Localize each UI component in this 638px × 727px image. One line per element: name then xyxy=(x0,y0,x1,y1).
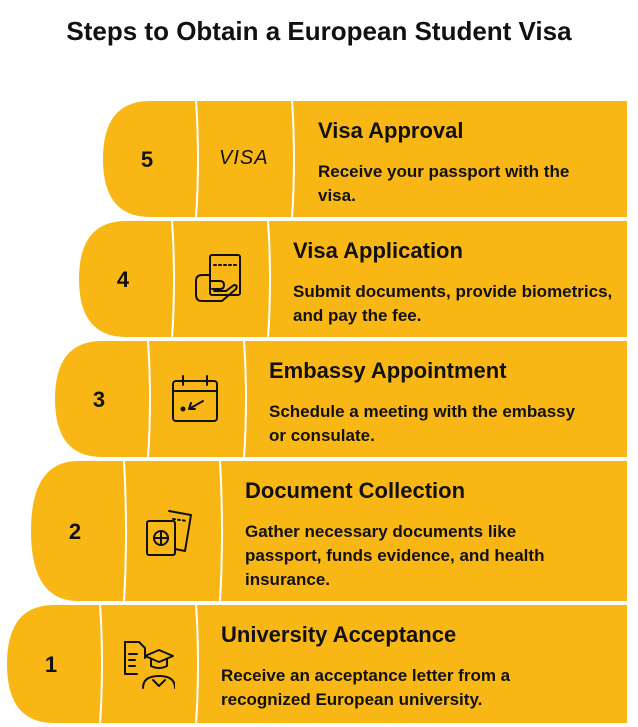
visa-text-icon: VISA xyxy=(219,147,269,169)
step-number: 1 xyxy=(44,652,58,677)
step-title: Document Collection xyxy=(245,478,466,503)
step-number: 2 xyxy=(68,519,82,544)
step-number: 5 xyxy=(140,147,154,172)
graduate-document-icon xyxy=(119,636,175,692)
step-title: Embassy Appointment xyxy=(269,358,507,383)
step-description: Receive an acceptance letter from a recognized European university. xyxy=(221,666,511,709)
step-description: Gather necessary documents like passport, funds evidence, and health insurance. xyxy=(245,522,545,589)
step-number: 4 xyxy=(116,267,130,292)
step-title: Visa Approval xyxy=(318,118,464,143)
step-title: University Acceptance xyxy=(221,622,457,647)
page-title: Steps to Obtain a European Student Visa xyxy=(66,16,572,46)
step-description: Submit documents, provide biometrics, and pay the fee. xyxy=(293,282,613,325)
step-description: Receive your passport with the visa. xyxy=(318,162,570,205)
step-number: 3 xyxy=(92,387,106,412)
step-description: Schedule a meeting with the embassy or consulate. xyxy=(269,402,576,445)
step-title: Visa Application xyxy=(293,238,463,263)
